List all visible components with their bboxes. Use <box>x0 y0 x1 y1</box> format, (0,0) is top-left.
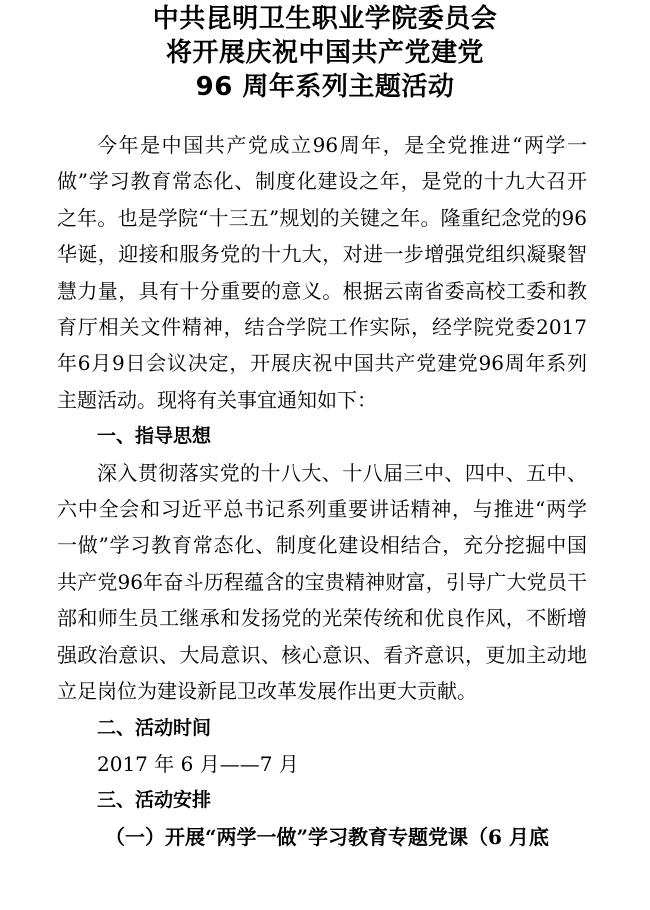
title-line-3: 96 周年系列主题活动 <box>195 72 455 102</box>
guiding-thought-paragraph: 深入贯彻落实党的十八大、十八届三中、四中、五中、六中全会和习近平总书记系列重要讲话精神，与推进“两学一做”学习教育常态化、制度化建设相结合，充分挖掘中国共产党96年奋斗历程蕴含的宝贵精神财富，引导广大党员干部和师生员工继承和发扬党的光荣传统和优良作风，不断增强政治意识、大局意识、核心意识、看齐意识，更加主动地立足岗位为建设新昆卫改革发展作出更大贡献。 <box>57 460 587 704</box>
document-body <box>57 127 587 855</box>
document-title <box>0 2 650 104</box>
section-heading-activity-time: 二、活动时间 <box>97 716 212 739</box>
activity-time-value: 2017 年 6 月——7 月 <box>97 751 299 776</box>
activity-subheading-1: （一）开展“两学一做”学习教育专题党课（6 月底 <box>105 824 549 849</box>
title-line-2: 将开展庆祝中国共产党建党 <box>165 38 484 68</box>
title-line-1: 中共昆明卫生职业学院委员会 <box>152 4 498 34</box>
section-heading-guiding-thought: 一、指导思想 <box>97 425 212 448</box>
section-heading-activity-arrangement: 三、活动安排 <box>97 789 212 812</box>
intro-paragraph: 今年是中国共产党成立96周年，是全党推进“两学一做”学习教育常态化、制度化建设之年，是党的十九大召开之年。也是学院“十三五”规划的关键之年。隆重纪念党的96华诞，迎接和服务党的十九大，对进一步增强党组织凝聚智慧力量，具有十分重要的意义。根据云南省委高校工委和教育厅相关文件精神，结合学院工作实际，经学院党委2017年6月9日会议决定，开展庆祝中国共产党建党96周年系列主题活动。现将有关事宜通知如下： <box>57 133 587 412</box>
